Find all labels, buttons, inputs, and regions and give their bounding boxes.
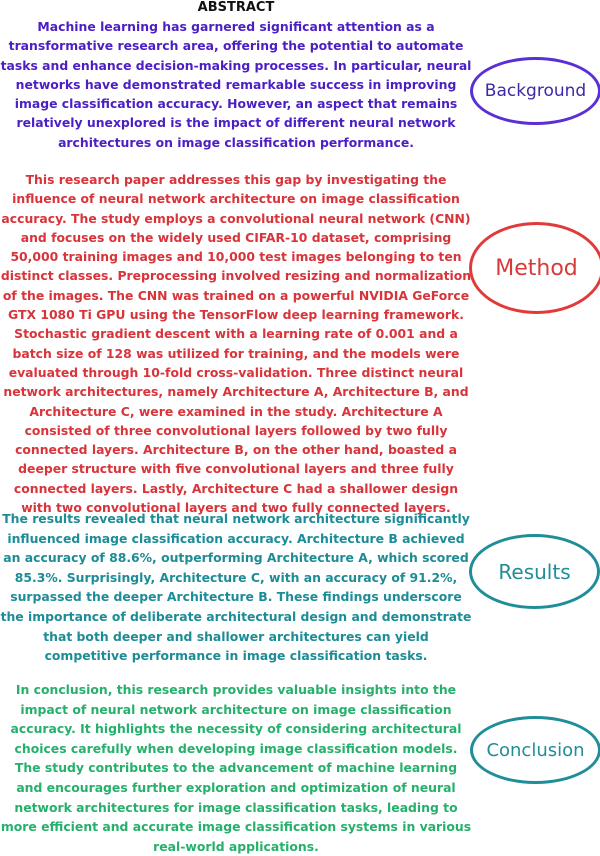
background-oval-label: Background <box>470 57 600 125</box>
page-title: ABSTRACT <box>197 0 275 15</box>
results-oval-label: Results <box>469 534 600 609</box>
method-oval-label: Method <box>469 222 600 314</box>
background-paragraph: Machine learning has garnered significant attention as a transformative research area, offering the potential to automate tasks and enhance decision-making processes. In particular, neural networks have demonstrated remarkable success in improving image classification accuracy. However, an aspect that remains relatively unexplored is the impact of different neural network architectures on image classification performance. <box>0 19 472 150</box>
conclusion-oval-label: Conclusion <box>470 716 600 784</box>
results-paragraph: The results revealed that neural network architecture significantly influenced image classification accuracy. Architecture B achieved an accuracy of 88.6%, outperforming Architecture A, which scored 85.3%. Surprisingly, Architecture C, with an accuracy of 91.2%, surpassed the deeper Architecture B. These findings underscore the importance of deliberate architectural design and demonstrate that both deeper and shallower architectures can yield competitive performance in image classification tasks. <box>0 511 472 664</box>
conclusion-paragraph: In conclusion, this research provides valuable insights into the impact of neural network architecture on image classification accuracy. It highlights the necessity of considering architectural choices carefully when developing image classification models. The study contributes to the advancement of machine learning and encourages further exploration and optimization of neural network architectures for image classification tasks, leading to more efficient and accurate image classification systems in various real-world applications. <box>0 682 472 854</box>
method-paragraph: This research paper addresses this gap by investigating the influence of neural network architecture on image classification accuracy. The study employs a convolutional neural network (CNN) and focuses on the widely used CIFAR-10 dataset, comprising 50,000 training images and 10,000 test images belonging to ten distinct classes. Preprocessing involved resizing and normalization of the images. The CNN was trained on a powerful NVIDIA GeForce GTX 1080 Ti GPU using the TensorFlow deep learning framework. Stochastic gradient descent with a learning rate of 0.001 and a batch size of 128 was utilized for training, and the models were evaluated through 10-fold cross-validation. Three distinct neural network architectures, namely Architecture A, Architecture B, and Architecture C, were examined in the study. Architecture A consisted of three convolutional layers followed by two fully connected layers. Architecture B, on the other hand, boasted a deeper structure with five convolutional layers and three fully connected layers. Lastly, Architecture C had a shallower design with two convolutional layers and two fully connected layers. <box>0 172 472 516</box>
